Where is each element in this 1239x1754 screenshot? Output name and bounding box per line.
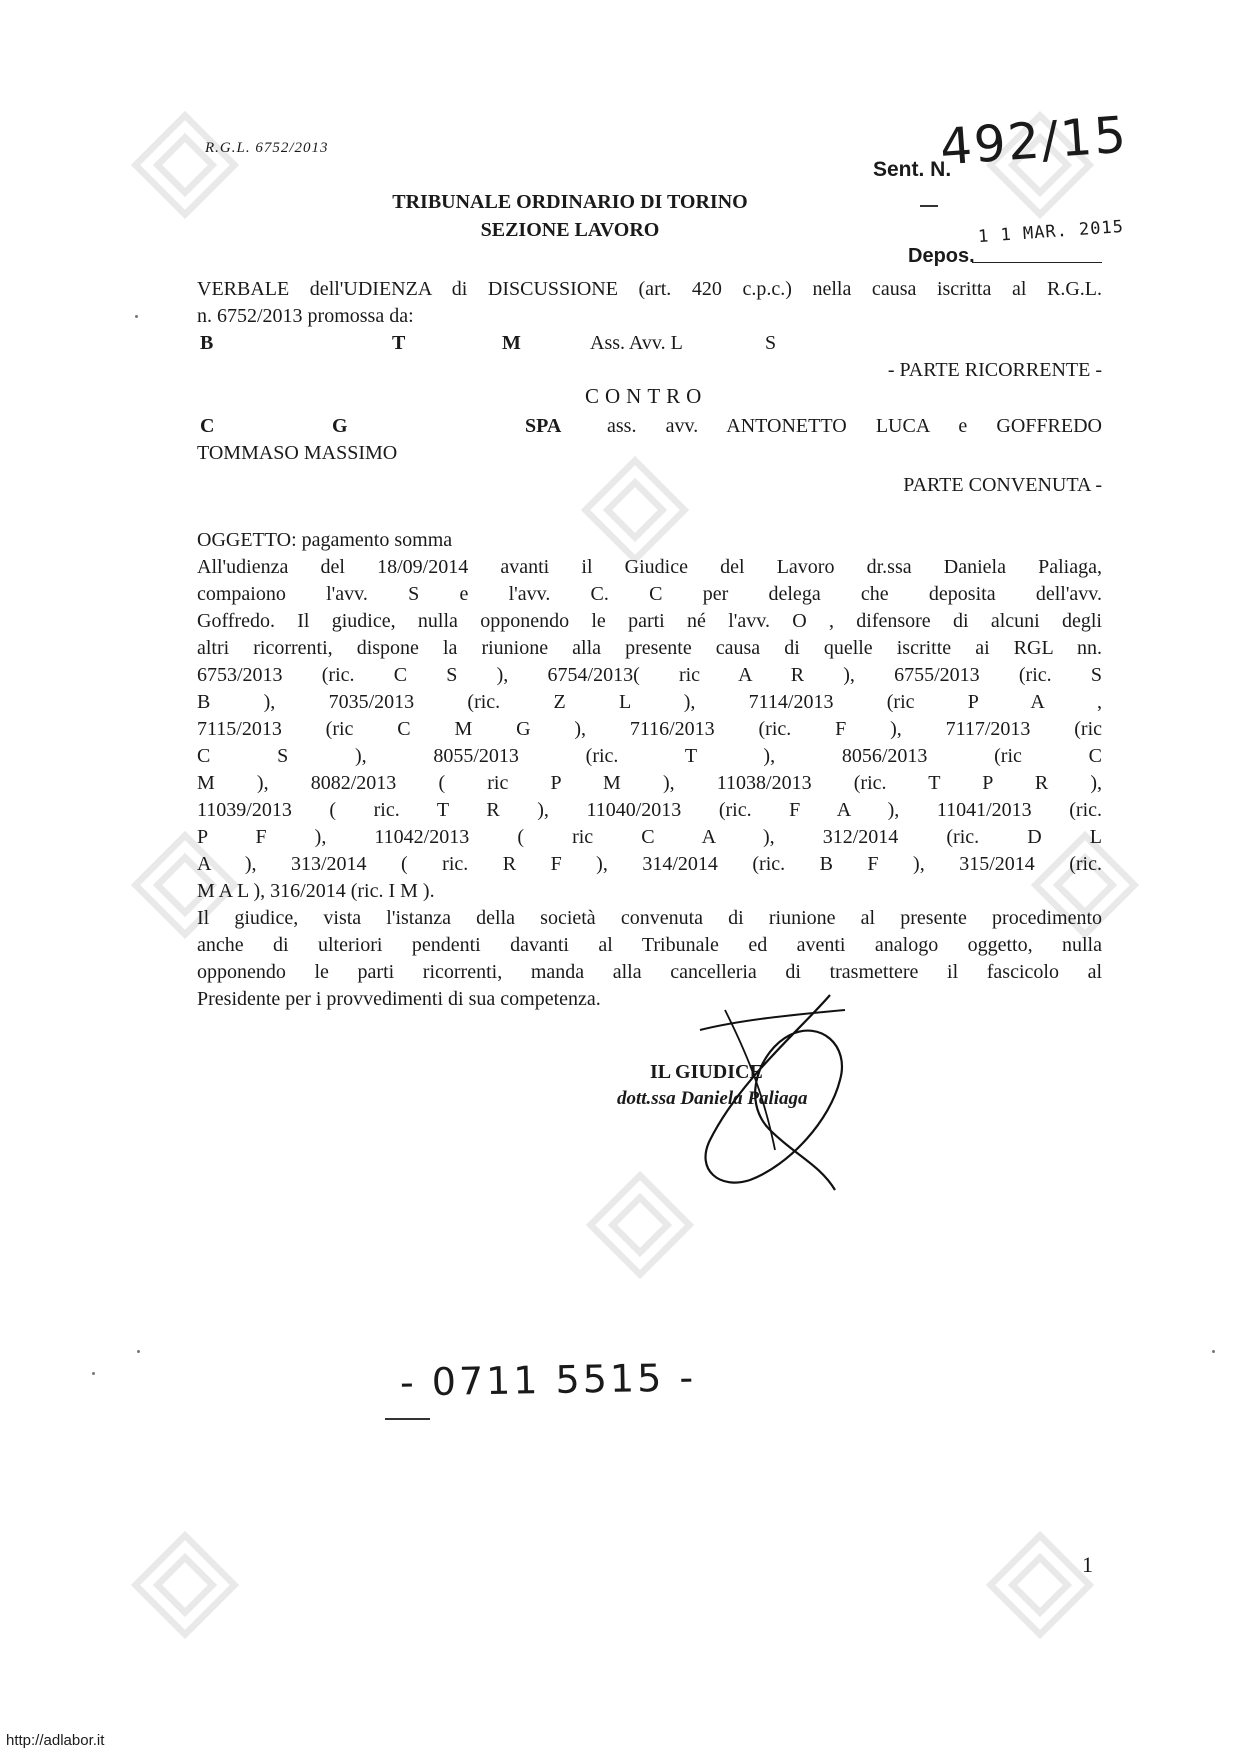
closing-line: Il giudice, vista l'istanza della società convenuta di riunione al presente procedimento xyxy=(197,907,1102,929)
defendant-initial: C xyxy=(200,415,215,437)
closing-line: opponendo le parti ricorrenti, manda alla cancelleria di trasmettere il fascicolo al xyxy=(197,961,1102,983)
scan-speck xyxy=(135,315,138,318)
watermark-logo-icon xyxy=(985,1530,1095,1640)
closing-line: Presidente per i provvedimenti di sua competenza. xyxy=(197,988,601,1010)
body-line: M A L ), 316/2014 (ric. I M ). xyxy=(197,880,435,902)
handwritten-signature-icon xyxy=(680,990,860,1195)
body-line: altri ricorrenti, dispone la riunione alla presente causa di quelle iscritte ai RGL nn. xyxy=(197,637,1102,659)
body-line: P F ), 11042/2013 ( ric C A ), 312/2014 (ric. D L xyxy=(197,826,1102,848)
court-name: TRIBUNALE ORDINARIO DI TORINO xyxy=(392,191,748,213)
body-line: M ), 8082/2013 ( ric P M ), 11038/2013 (ric. T P R ), xyxy=(197,772,1102,794)
deposit-date-stamp: 1 1 MAR. 2015 xyxy=(977,216,1125,248)
body-line: compaiono l'avv. S e l'avv. C. C per delega che deposita dell'avv. xyxy=(197,583,1102,605)
body-line: All'udienza del 18/09/2014 avanti il Giudice del Lavoro dr.ssa Daniela Paliaga, xyxy=(197,556,1102,578)
closing-line: anche di ulteriori pendenti davanti al Tribunale ed aventi analogo oggetto, nulla xyxy=(197,934,1102,956)
body-line: Goffredo. Il giudice, nulla opponendo le parti né l'avv. O , difensore di alcuni degli xyxy=(197,610,1102,632)
scan-speck xyxy=(137,1350,140,1353)
handwritten-protocol-number: - 0711 5515 - xyxy=(399,1355,697,1405)
plaintiff-role: - PARTE RICORRENTE - xyxy=(887,359,1102,381)
body-line: A ), 313/2014 ( ric. R F ), 314/2014 (ric. B F ), 315/2014 (ric. xyxy=(197,853,1102,875)
plaintiff-initial: B xyxy=(200,332,214,354)
scan-speck xyxy=(92,1372,95,1375)
object-line: OGGETTO: pagamento somma xyxy=(197,529,453,551)
scan-speck xyxy=(1212,1350,1215,1353)
body-line: 7115/2013 (ric C M G ), 7116/2013 (ric. F ), 7117/2013 (ric xyxy=(197,718,1102,740)
pen-mark xyxy=(385,1418,430,1420)
body-line: 11039/2013 ( ric. T R ), 11040/2013 (ric. F A ), 11041/2013 (ric. xyxy=(197,799,1102,821)
contro-heading: CONTRO xyxy=(585,384,708,408)
court-section: SEZIONE LAVORO xyxy=(480,219,660,241)
intro-line: n. 6752/2013 promossa da: xyxy=(197,305,414,327)
watermark-logo-icon xyxy=(130,1530,240,1640)
defendant-line: TOMMASO MASSIMO xyxy=(197,442,398,464)
footer-url: http://adlabor.it xyxy=(6,1732,105,1749)
deposit-line xyxy=(972,262,1102,263)
defendant-lawyers: ass. avv. ANTONETTO LUCA e GOFFREDO xyxy=(607,415,1102,437)
defendant-role: PARTE CONVENUTA - xyxy=(903,474,1102,496)
intro-line: VERBALE dell'UDIENZA di DISCUSSIONE (art. 420 c.p.c.) nella causa iscritta al R.G.L. xyxy=(197,278,1102,300)
watermark-logo-icon xyxy=(585,1170,695,1280)
body-line: 6753/2013 (ric. C S ), 6754/2013( ric A R ), 6755/2013 (ric. S xyxy=(197,664,1102,686)
defendant-company-type: SPA xyxy=(525,415,562,437)
plaintiff-lawyer-initial: S xyxy=(765,332,777,354)
defendant-initial: G xyxy=(332,415,348,437)
body-line: B ), 7035/2013 (ric. Z L ), 7114/2013 (ric P A , xyxy=(197,691,1102,713)
plaintiff-lawyer: Ass. Avv. L xyxy=(590,332,683,354)
plaintiff-initial: M xyxy=(502,332,521,354)
deposit-label: Depos. xyxy=(908,245,975,267)
rgl-reference: R.G.L. 6752/2013 xyxy=(205,140,329,156)
judge-name: dott.ssa Daniela Paliaga xyxy=(617,1088,808,1109)
judge-title: IL GIUDICE xyxy=(650,1061,763,1083)
sentence-number-handwritten: 492/15 xyxy=(938,105,1130,177)
sentence-label: Sent. N. xyxy=(873,158,952,181)
body-line: C S ), 8055/2013 (ric. T ), 8056/2013 (ric C xyxy=(197,745,1102,767)
plaintiff-initial: T xyxy=(392,332,406,354)
page-number: 1 xyxy=(1082,1552,1093,1577)
